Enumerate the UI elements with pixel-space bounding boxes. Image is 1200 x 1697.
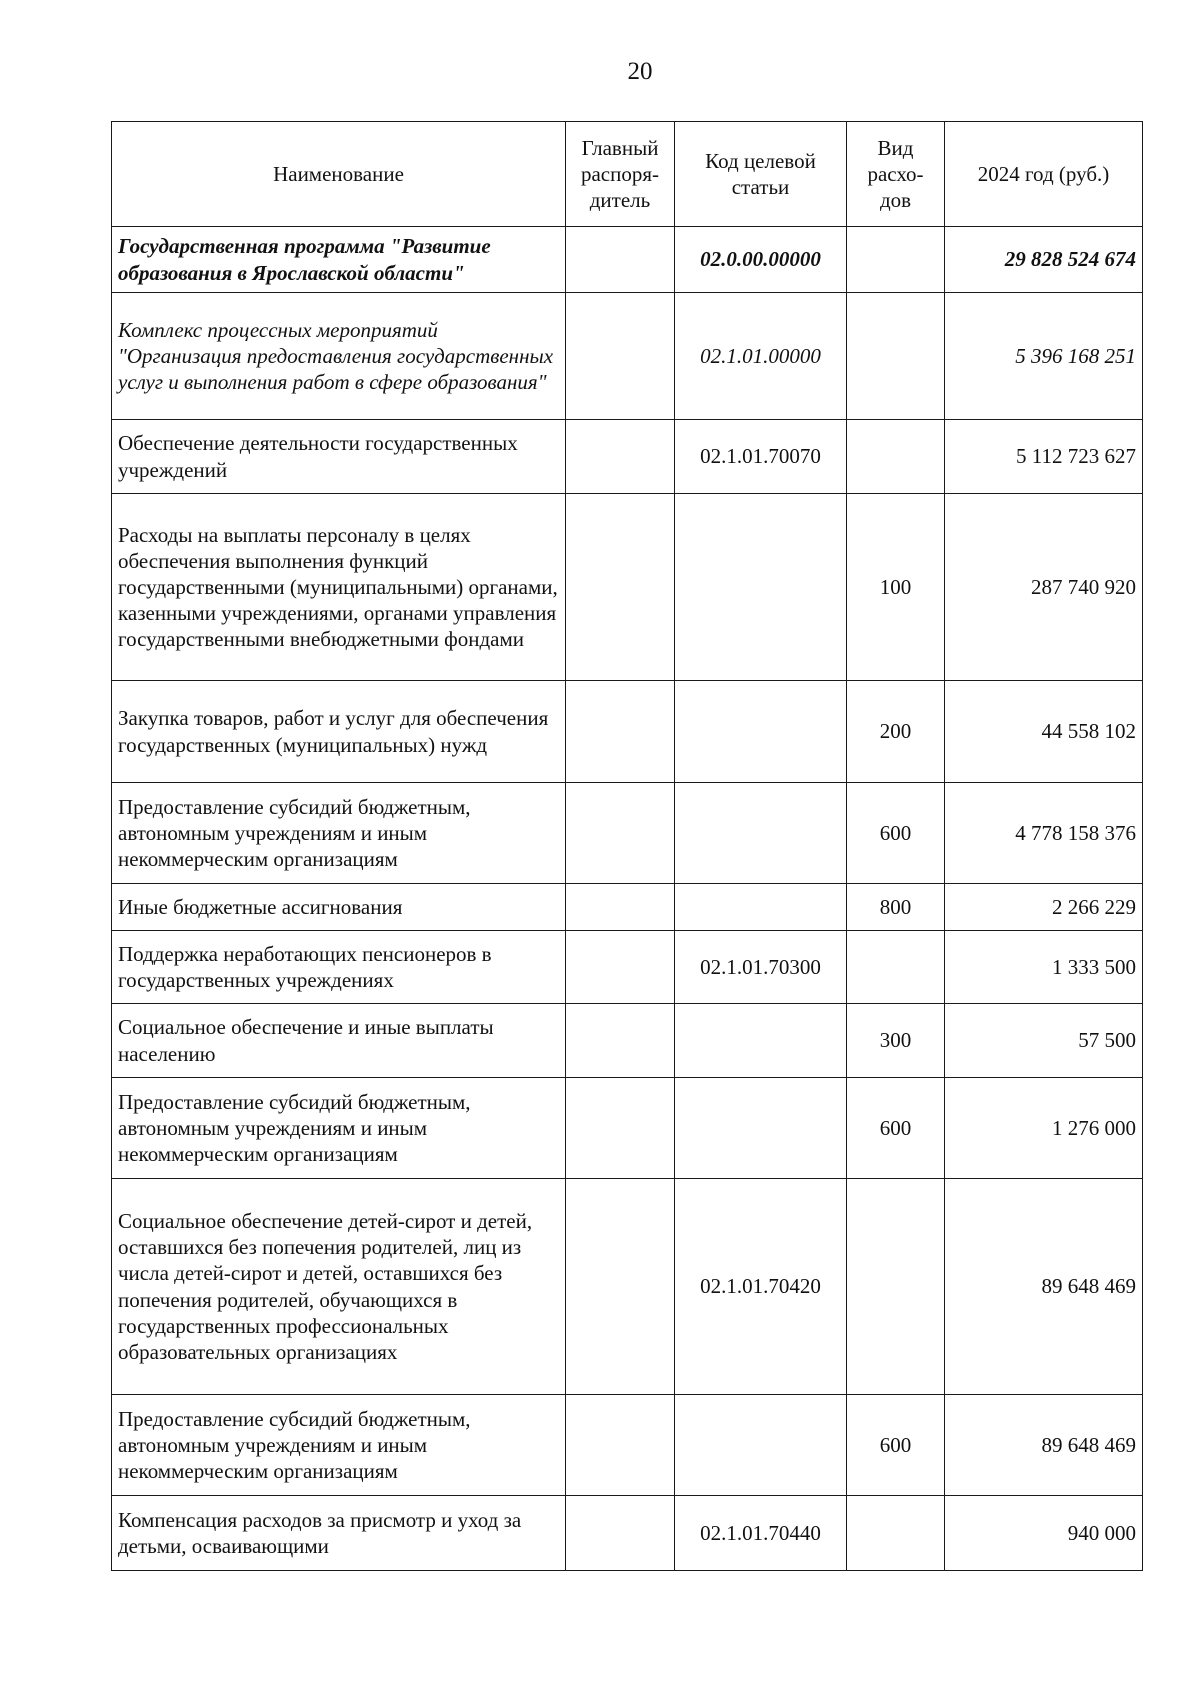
row-type xyxy=(847,293,945,420)
row-name: Предоставление субсидий бюджетным, автономным учреждениям и иным некоммерческим организациям xyxy=(112,1395,566,1496)
row-amount: 287 740 920 xyxy=(945,494,1143,681)
row-name: Социальное обеспечение детей-сирот и детей, оставшихся без попечения родителей, лиц из числа детей-сирот и детей, оставшихся без попечения родителей, обучающихся в государственных профессиональных образовательных организациях xyxy=(112,1179,566,1395)
row-type xyxy=(847,1496,945,1571)
table-row xyxy=(112,1395,1143,1496)
row-code xyxy=(675,1004,847,1078)
header-code: Код целевой статьи xyxy=(675,122,847,227)
row-amount: 89 648 469 xyxy=(945,1395,1143,1496)
row-manager xyxy=(566,884,675,931)
row-name: Предоставление субсидий бюджетным, автономным учреждениям и иным некоммерческим организациям xyxy=(112,1078,566,1179)
row-name: Предоставление субсидий бюджетным, автономным учреждениям и иным некоммерческим организациям xyxy=(112,783,566,884)
row-manager xyxy=(566,681,675,783)
row-amount: 940 000 xyxy=(945,1496,1143,1571)
row-manager xyxy=(566,1078,675,1179)
table-row xyxy=(112,681,1143,783)
row-type: 600 xyxy=(847,783,945,884)
row-amount: 57 500 xyxy=(945,1004,1143,1078)
table-row xyxy=(112,1496,1143,1571)
row-code xyxy=(675,783,847,884)
row-type: 300 xyxy=(847,1004,945,1078)
table-row xyxy=(112,1179,1143,1395)
table-row xyxy=(112,227,1143,293)
row-name: Социальное обеспечение и иные выплаты населению xyxy=(112,1004,566,1078)
row-amount: 44 558 102 xyxy=(945,681,1143,783)
table-row xyxy=(112,494,1143,681)
row-manager xyxy=(566,1395,675,1496)
row-amount: 89 648 469 xyxy=(945,1179,1143,1395)
table-row xyxy=(112,931,1143,1004)
row-manager xyxy=(566,1179,675,1395)
row-type: 600 xyxy=(847,1078,945,1179)
row-code xyxy=(675,494,847,681)
row-type: 600 xyxy=(847,1395,945,1496)
row-type xyxy=(847,227,945,293)
table-header-row xyxy=(112,122,1143,227)
header-manager: Главный распоря-дитель xyxy=(566,122,675,227)
row-name: Иные бюджетные ассигнования xyxy=(112,884,566,931)
budget-table xyxy=(111,121,1143,1571)
row-type: 200 xyxy=(847,681,945,783)
row-manager xyxy=(566,1004,675,1078)
row-amount: 29 828 524 674 xyxy=(945,227,1143,293)
row-amount: 5 396 168 251 xyxy=(945,293,1143,420)
row-code: 02.1.01.70300 xyxy=(675,931,847,1004)
page-number: 20 xyxy=(627,58,653,85)
row-type xyxy=(847,420,945,494)
table-row xyxy=(112,293,1143,420)
row-manager xyxy=(566,931,675,1004)
row-name: Государственная программа "Развитие образования в Ярославской области" xyxy=(112,227,566,293)
row-code: 02.1.01.70440 xyxy=(675,1496,847,1571)
row-code xyxy=(675,1395,847,1496)
row-code: 02.0.00.00000 xyxy=(675,227,847,293)
row-manager xyxy=(566,783,675,884)
row-name: Закупка товаров, работ и услуг для обеспечения государственных (муниципальных) нужд xyxy=(112,681,566,783)
row-manager xyxy=(566,227,675,293)
row-manager xyxy=(566,1496,675,1571)
row-code xyxy=(675,884,847,931)
table-row xyxy=(112,1004,1143,1078)
row-type xyxy=(847,1179,945,1395)
row-type: 800 xyxy=(847,884,945,931)
header-amount: 2024 год (руб.) xyxy=(945,122,1143,227)
row-code xyxy=(675,1078,847,1179)
table-row xyxy=(112,783,1143,884)
row-amount: 4 778 158 376 xyxy=(945,783,1143,884)
row-amount: 1 276 000 xyxy=(945,1078,1143,1179)
header-type: Вид расхо-дов xyxy=(847,122,945,227)
row-type xyxy=(847,931,945,1004)
row-amount: 1 333 500 xyxy=(945,931,1143,1004)
table-row xyxy=(112,1078,1143,1179)
row-name: Компенсация расходов за присмотр и уход за детьми, осваивающими xyxy=(112,1496,566,1571)
row-manager xyxy=(566,494,675,681)
row-manager xyxy=(566,293,675,420)
row-name: Расходы на выплаты персоналу в целях обеспечения выполнения функций государственными (муниципальными) органами, казенными учреждениями, органами управления государственными внебюджетными фондами xyxy=(112,494,566,681)
row-code xyxy=(675,681,847,783)
header-name: Наименование xyxy=(112,122,566,227)
row-code: 02.1.01.70070 xyxy=(675,420,847,494)
row-manager xyxy=(566,420,675,494)
row-type: 100 xyxy=(847,494,945,681)
row-code: 02.1.01.70420 xyxy=(675,1179,847,1395)
table-row xyxy=(112,420,1143,494)
row-amount: 2 266 229 xyxy=(945,884,1143,931)
table-row xyxy=(112,884,1143,931)
row-code: 02.1.01.00000 xyxy=(675,293,847,420)
row-amount: 5 112 723 627 xyxy=(945,420,1143,494)
row-name: Поддержка неработающих пенсионеров в государственных учреждениях xyxy=(112,931,566,1004)
row-name: Обеспечение деятельности государственных учреждений xyxy=(112,420,566,494)
row-name: Комплекс процессных мероприятий "Организация предоставления государственных услуг и выполнения работ в сфере образования" xyxy=(112,293,566,420)
